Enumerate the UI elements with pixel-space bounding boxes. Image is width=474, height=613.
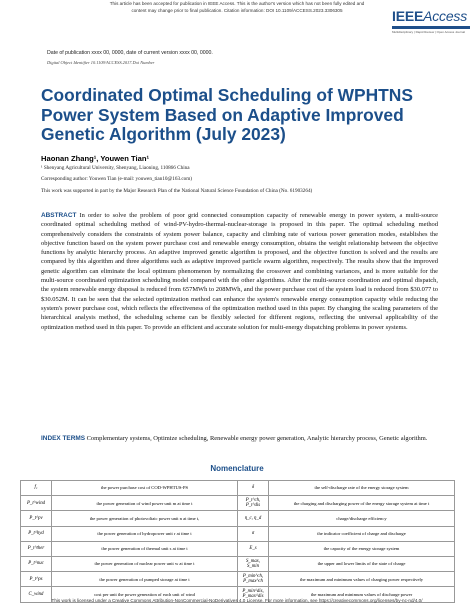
definition: the upper and lower limits of the state of charge: [269, 556, 455, 571]
publication-date: Date of publication xxxx 00, 0000, date of current version xxxx 00, 0000.: [47, 50, 213, 56]
definition: charge/discharge efficiency: [269, 511, 455, 526]
table-row: [21, 556, 455, 571]
nomenclature-title: Nomenclature: [210, 464, 264, 473]
journal-logo-main: IEEE: [392, 8, 424, 24]
symbol: P_t^nuc: [21, 556, 52, 571]
table-row: [21, 572, 455, 587]
doi-line: Digital Object Identifier 10.1109/ACCESS.2017.Doi Number: [47, 60, 155, 65]
index-terms-label: INDEX TERMS: [41, 435, 85, 442]
definition: the power generation of nuclear power unit w at time t: [52, 556, 238, 571]
definition: cost per unit the power generation of each unit of wind: [52, 587, 238, 602]
acceptance-notice-line1: This article has been accepted for publication in IEEE Access. This is the author's version which has not been fully edited and: [109, 1, 365, 6]
license-footer: This work is licensed under a Creative Commons Attribution-NonCommercial-NoDerivatives 4.0 License. For more information, see https://creativecommons.org/licenses/by-nc-nd/4.0/: [51, 598, 423, 603]
definition: the self-discharge rate of the energy storage system: [269, 481, 455, 496]
abstract-text: In order to solve the problem of poor grid connected consumption capacity of renewable energy in power system, a multi-source coordinated optimal scheduling method of wind-PV-hydro-thermal-nuclear-storage is proposed in this paper. The optimal scheduling method comprehensively considers the constraints of system power balance, capacity and climbing rate of various power generation modes, establishes the objective function based on the system power purchase cost and renewable energy consumption, obtains the weight relationship between the objective functions by analytic hierarchy process. An adaptive improved genetic algorithm is proposed, and the objective function is solved and the results are compared by this algorithm and three algorithms such as adaptive improved particle swarm algorithm, respectively. The results show that the improved genetic algorithm can eliminate the local optimum phenomenon by normalizing the crossover and combining variances, and is more suitable for the multi-source coordinated optimization scheduling model compared with the other algorithms. After the multi-source coordination and optimal dispatch, the system renewable energy disposal is reduced from 657MWh to 208MWh, and the power purchase cost of the system load is reduced from $30.077 to $30.052M. It can be seen that the selected optimization method can enhance the system's renewable energy consumption capacity while reducing the system's power purchase cost, which reflects the effectiveness of the optimization method used in this paper. By changing the scaling parameters of the hierarchical analysis method, the scheduling scheme can be flexibly selected for different regions, reflecting the universal applicability of the optimization method used in this paper. To provide an efficient and accurate solution for multi-energy dispatching problems in power systems.: [41, 212, 439, 331]
abstract-label: ABSTRACT: [41, 212, 77, 219]
symbol: σ: [238, 526, 269, 541]
index-terms-text: Complementary systems, Optimize scheduling, Renewable energy power generation, Analytic hierarchy process, Genetic algorithm.: [86, 435, 428, 442]
symbol: C_wind: [21, 587, 52, 602]
acceptance-notice-line2: content may change prior to final publication. Citation information: DOI 10.1109/ACCESS.2023.3306305: [131, 8, 343, 13]
abstract: [41, 211, 438, 332]
definition: the charging and discharging power of the energy storage system at time t: [269, 496, 455, 511]
table-row: [21, 526, 455, 541]
paper-title: Coordinated Optimal Scheduling of WPHTNS Power System Based on Adaptive Improved Genetic Algorithm (July 2023): [41, 85, 413, 144]
table-row: [21, 541, 455, 556]
table-row: [21, 481, 455, 496]
symbol: P_t^pv: [21, 511, 52, 526]
table-row: [21, 511, 455, 526]
symbol: S_max, S_min: [238, 556, 269, 571]
symbol: P_t^ch, P_t^dis: [238, 496, 269, 511]
definition: the maximum and minimum values of charging power respectively: [269, 572, 455, 587]
symbol: P_min^dis, P_max^dis: [238, 587, 269, 602]
definition: the maximum and minimum values of discharge power: [269, 587, 455, 602]
symbol: P_t^wind: [21, 496, 52, 511]
journal-tagline: Multidisciplinary | Rapid Review | Open Access Journal: [392, 30, 465, 34]
definition: the capacity of the energy storage system: [269, 541, 455, 556]
symbol: P_t^ther: [21, 541, 52, 556]
symbol: δ: [238, 481, 269, 496]
definition: the power purchase cost of COD-WPHTUS-PS: [52, 481, 238, 496]
index-terms: [41, 434, 438, 443]
symbol: P_t^hyd: [21, 526, 52, 541]
definition: the power generation of thermal unit s at time t: [52, 541, 238, 556]
definition: the indicator coefficient of charge and discharge: [269, 526, 455, 541]
affiliation: ¹ Shenyang Agricultural University, Shenyang, Liaoning, 110866 China: [41, 165, 190, 171]
funding-statement: This work was supported in part by the Major Research Plan of the National Natural Science Foundation of China (No. 61903264): [41, 188, 313, 194]
author-list: Haonan Zhang¹, Youwen Tian¹: [41, 154, 150, 163]
table-row: [21, 496, 455, 511]
symbol: P_min^ch, P_max^ch: [238, 572, 269, 587]
journal-logo: [392, 8, 467, 24]
symbol: E_s: [238, 541, 269, 556]
definition: the power generation of pumped storage at time t: [52, 572, 238, 587]
definition: the power generation of wind power unit m at time t: [52, 496, 238, 511]
symbol: P_t^ps: [21, 572, 52, 587]
definition: the power generation of photovoltaic power unit n at time t,: [52, 511, 238, 526]
symbol: η_c, η_d: [238, 511, 269, 526]
corresponding-author: Corresponding author: Youwen Tian (e-mail: youwen_tian10@163.com): [41, 176, 193, 182]
logo-bar: [392, 26, 470, 29]
nomenclature-table: [20, 480, 455, 603]
journal-logo-accent: Access: [423, 8, 468, 24]
symbol: f₁: [21, 481, 52, 496]
definition: the power generation of hydropower unit r at time t: [52, 526, 238, 541]
